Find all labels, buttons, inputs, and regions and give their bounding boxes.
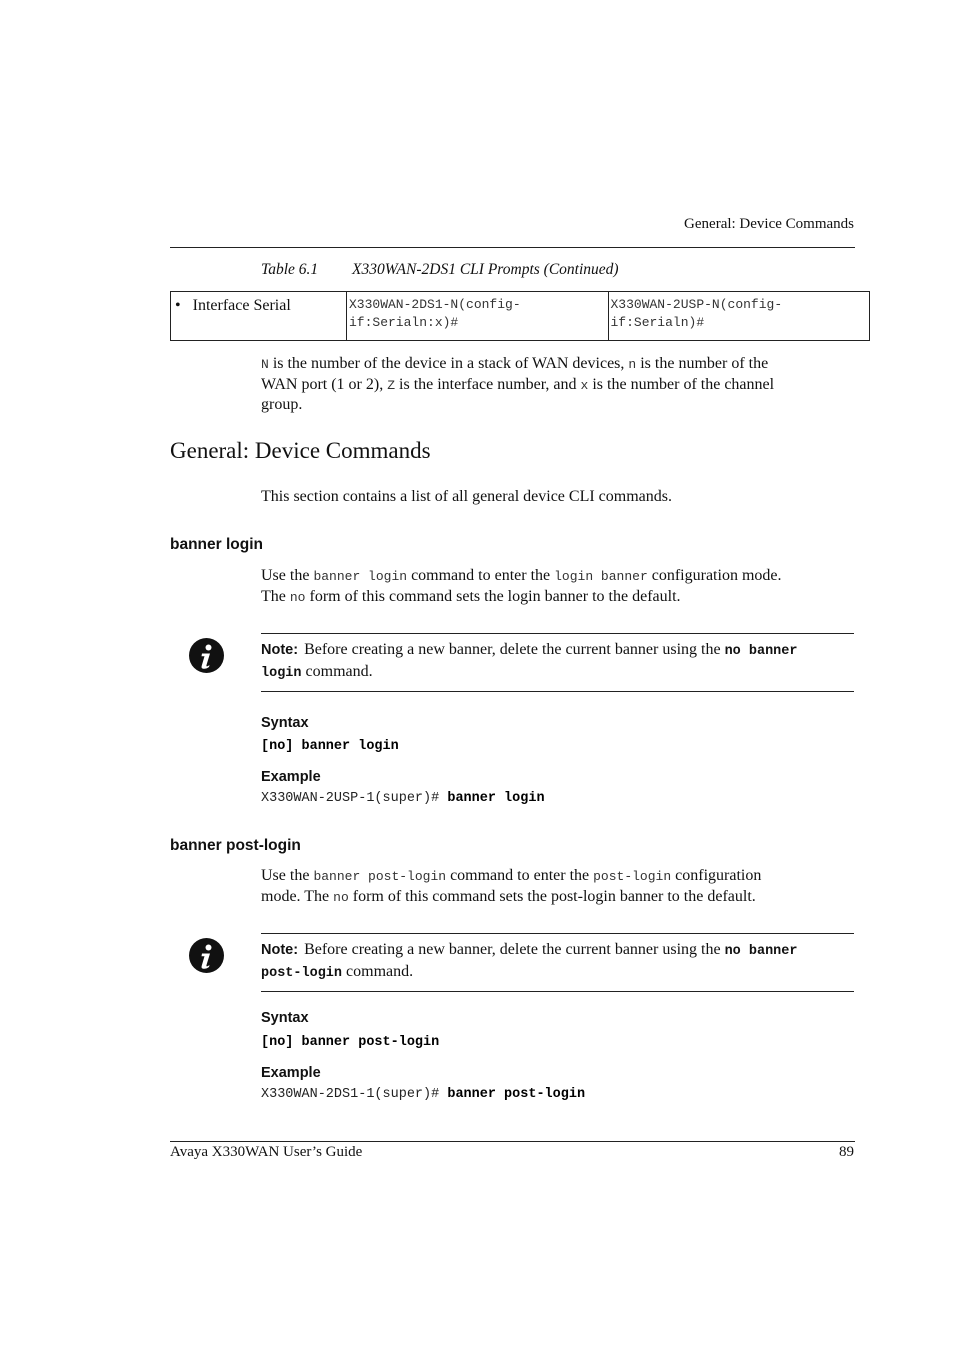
- example-code: [261, 1087, 585, 1102]
- note-cmd: post-login: [261, 966, 343, 981]
- bpl-text-5: form of this command sets the post-login banner to the default.: [348, 887, 756, 905]
- bl-text-4: The: [261, 587, 290, 605]
- syntax-heading: Syntax: [261, 1010, 309, 1026]
- note-cmd: no banner: [724, 644, 798, 659]
- note-text: Before creating a new banner, delete the current banner using the: [304, 641, 725, 658]
- bl-text-1: Use the: [261, 567, 314, 584]
- bpl-no: no: [333, 889, 349, 905]
- bpl-text-2: command to enter the: [446, 867, 594, 884]
- banner-post-login-description: [261, 866, 861, 907]
- syntax-text: [no] banner login: [261, 739, 399, 754]
- example-command: banner login: [447, 791, 545, 806]
- syntax-code: [261, 1035, 439, 1050]
- table-caption-number: Table 6.1: [261, 261, 319, 278]
- section-intro: This section contains a list of all general device CLI commands.: [261, 488, 672, 505]
- example-prompt: X330WAN-2USP-1(super)#: [261, 791, 448, 806]
- page-number: 89: [839, 1144, 854, 1160]
- example-heading: Example: [261, 769, 321, 785]
- bpl-mode: post-login: [593, 869, 672, 884]
- example-prompt: X330WAN-2DS1-1(super)#: [261, 1087, 448, 1102]
- cli-prompts-table: [170, 291, 870, 341]
- ds1-prompt-line1: X330WAN-2DS1-N(config-: [349, 297, 521, 312]
- bpl-text-3: configuration: [671, 867, 762, 884]
- var-n-lower: n: [628, 357, 637, 372]
- note-bottom-rule: [261, 691, 854, 692]
- ds1-prompt-line2: if:Serialn:x)#: [349, 315, 459, 330]
- example-command: banner post-login: [447, 1087, 586, 1102]
- syntax-heading: Syntax: [261, 715, 309, 731]
- note-text: Before creating a new banner, delete the current banner using the: [304, 941, 725, 958]
- mode-label: Interface Serial: [192, 297, 291, 314]
- var-n-upper: N: [261, 357, 269, 372]
- bl-mode: login banner: [554, 569, 648, 584]
- var-z: Z: [387, 377, 396, 393]
- note-bottom-rule: [261, 991, 854, 992]
- bpl-text-4: mode. The: [261, 887, 334, 905]
- syntax-text: [no] banner post-login: [261, 1035, 440, 1050]
- bl-text-2: command to enter the: [407, 567, 555, 584]
- var-x: x: [580, 377, 589, 393]
- bullet: •: [175, 297, 181, 314]
- note-end: command.: [342, 963, 414, 980]
- note-label: Note:: [261, 642, 299, 658]
- note-top-rule: [261, 633, 854, 634]
- legend-text-5: is the number of the channel: [588, 375, 775, 393]
- legend-text-3: WAN port (1 or 2),: [261, 375, 388, 393]
- bpl-cmd: banner post-login: [313, 869, 447, 884]
- example-heading: Example: [261, 1065, 321, 1081]
- note-cmd: login: [261, 666, 302, 681]
- info-i-icon: [189, 638, 224, 673]
- table-caption-title: X330WAN-2DS1 CLI Prompts (Continued): [352, 261, 619, 278]
- footer-rule: [170, 1141, 855, 1142]
- bl-cmd: banner login: [313, 569, 408, 584]
- footer-guide-title: Avaya X330WAN User’s Guide: [170, 1144, 363, 1160]
- bl-no: no: [289, 589, 306, 605]
- banner-post-login-note: [261, 940, 851, 984]
- note-label: Note:: [261, 942, 299, 958]
- legend-text-2: is the number of the: [636, 355, 769, 372]
- mode-cell: [171, 292, 347, 341]
- legend-text-1: is the number of the device in a stack of WAN devices,: [268, 355, 629, 372]
- bl-text-3: configuration mode.: [647, 567, 782, 584]
- note-cmd: no banner: [724, 944, 798, 959]
- running-head: General: Device Commands: [684, 216, 854, 232]
- example-code: [261, 791, 545, 806]
- banner-post-login-heading: banner post-login: [170, 837, 301, 854]
- section-title: General: Device Commands: [170, 438, 431, 463]
- legend-text-4: is the interface number, and: [395, 375, 581, 393]
- variables-paragraph: [261, 354, 861, 415]
- table-caption: [261, 261, 619, 279]
- usp-prompt-line2: if:Serialn)#: [610, 315, 705, 330]
- syntax-code: [261, 739, 399, 754]
- usp-prompt-line1: X330WAN-2USP-N(config-: [610, 297, 783, 312]
- table-row: [171, 292, 870, 341]
- bl-text-5: form of this command sets the login banner to the default.: [305, 587, 681, 605]
- banner-login-note: [261, 640, 851, 684]
- note-top-rule: [261, 933, 854, 934]
- banner-login-description: [261, 566, 861, 607]
- header-rule: [170, 247, 855, 248]
- info-i-icon: [189, 938, 224, 973]
- bpl-text-1: Use the: [261, 867, 314, 884]
- banner-login-heading: banner login: [170, 536, 263, 553]
- ds1-prompt-cell: [347, 292, 609, 341]
- legend-text-6: group.: [261, 396, 303, 413]
- note-end: command.: [301, 663, 373, 680]
- usp-prompt-cell: [608, 292, 870, 341]
